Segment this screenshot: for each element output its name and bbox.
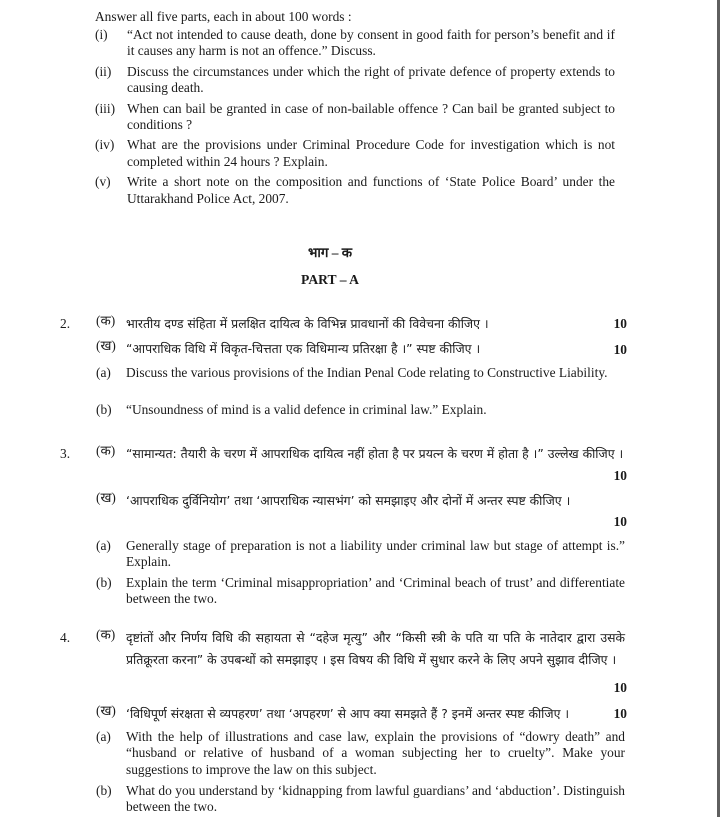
part-heading-hindi: भाग – क <box>307 245 353 260</box>
sub-question <box>96 575 625 608</box>
part-heading-english: PART – A <box>301 272 359 287</box>
sub-label: (b) <box>96 783 112 798</box>
sub-question <box>96 627 625 671</box>
marks: 10 <box>613 316 627 331</box>
sub-question <box>96 402 625 418</box>
sub-text: ‘आपराधिक दुर्विनियोग’ तथा ‘आपराधिक न्यासभंग’ को समझाइए और दोनों में अन्तर स्पष्ट कीजिए । <box>126 493 571 508</box>
item-text: “Act not intended to cause death, done by consent in good faith for person’s benefit and if it causes any harm is not an offence.” Discuss. <box>127 27 615 59</box>
sub-text: “Unsoundness of mind is a valid defence in criminal law.” Explain. <box>126 402 487 417</box>
marks: 10 <box>613 468 627 483</box>
sub-label: (a) <box>96 538 111 553</box>
sub-text: ‘विधिपूर्ण संरक्षता से व्यपहरण’ तथा ‘अपहरण’ से आप क्या समझते हैं ? इनमें अन्तर स्पष्ट कीजिए । <box>126 706 570 721</box>
list-item <box>95 137 615 170</box>
marks: 10 <box>613 342 627 357</box>
short-answer-list <box>95 27 615 211</box>
sub-label: (b) <box>96 402 112 417</box>
sub-label: (क) <box>96 313 116 328</box>
list-item <box>95 174 615 207</box>
sub-text: Generally stage of preparation is not a liability under criminal law but stage of attempt is.” Explain. <box>126 538 625 570</box>
sub-text: What do you understand by ‘kidnapping from lawful guardians’ and ‘abduction’. Distinguish between the two. <box>126 783 625 815</box>
sub-text: With the help of illustrations and case law, explain the provisions of “dowry death” and “husband or relative of husband of a woman subjecting her to cruelty”. Make your suggestions to improve the law on this subject. <box>126 729 625 777</box>
sub-text: भारतीय दण्ड संहिता में प्रलक्षित दायित्व के विभिन्न प्रावधानों की विवेचना कीजिए । <box>126 316 489 331</box>
item-label: (iii) <box>95 100 116 116</box>
item-label: (iv) <box>95 137 115 153</box>
item-text: Discuss the circumstances under which the right of private defence of property extends to causing death. <box>127 63 615 96</box>
list-item <box>95 64 615 97</box>
sub-question <box>96 538 625 571</box>
list-item <box>95 27 615 60</box>
sub-question <box>96 729 625 778</box>
sub-label: (b) <box>96 575 112 590</box>
item-text: What are the provisions under Criminal Procedure Code for investigation which is not completed within 24 hours ? Explain. <box>127 137 615 169</box>
instruction-line: Answer all five parts, each in about 100 words : <box>95 9 352 24</box>
sub-question <box>96 490 625 512</box>
sub-label: (ख) <box>96 703 116 718</box>
sub-label: (a) <box>96 365 111 380</box>
question-number: 2. <box>60 316 71 331</box>
sub-question <box>96 703 625 725</box>
sub-question <box>96 338 625 360</box>
sub-question <box>96 313 625 335</box>
marks: 10 <box>613 514 627 529</box>
marks: 10 <box>613 706 627 721</box>
sub-label: (ख) <box>96 338 116 353</box>
sub-label: (ख) <box>96 490 116 505</box>
sub-label: (क) <box>96 443 116 458</box>
question-number: 3. <box>60 446 71 461</box>
item-text: Write a short note on the composition and functions of ‘State Police Board’ under the Uttarakhand Police Act, 2007. <box>127 174 615 206</box>
item-label: (v) <box>95 174 111 190</box>
sub-text: “सामान्यत: तैयारी के चरण में आपराधिक दायित्व नहीं होता है पर प्रयत्न के चरण में होता है ।” उल्लेख कीजिए । <box>126 446 624 461</box>
list-item <box>95 101 615 134</box>
sub-text: दृष्टांतों और निर्णय विधि की सहायता से “दहेज मृत्यु” और “किसी स्त्री के पति या पति के नातेदार द्वारा उसके प्रतिक्रूरता करना” के उपबन्धों को समझाइए । इस विषय की विधि में सुधार करने के लिए अपने सुझाव दीजिए । <box>126 630 625 667</box>
sub-question <box>96 365 625 381</box>
sub-label: (a) <box>96 729 111 744</box>
sub-text: “आपराधिक विधि में विकृत-चित्तता एक विधिमान्य प्रतिरक्षा है ।” स्पष्ट कीजिए । <box>126 341 481 356</box>
question-number: 4. <box>60 630 71 645</box>
item-text: When can bail be granted in case of non-bailable offence ? Can bail be granted subject to conditions ? <box>127 100 615 133</box>
marks: 10 <box>613 680 627 695</box>
sub-text: Explain the term ‘Criminal misappropriation’ and ‘Criminal beach of trust’ and differentiate between the two. <box>126 575 625 607</box>
sub-question <box>96 783 625 816</box>
sub-question <box>96 443 625 465</box>
sub-label: (क) <box>96 627 116 642</box>
item-label: (i) <box>95 27 108 42</box>
sub-text: Discuss the various provisions of the Indian Penal Code relating to Constructive Liability. <box>126 365 608 380</box>
item-label: (ii) <box>95 63 112 79</box>
